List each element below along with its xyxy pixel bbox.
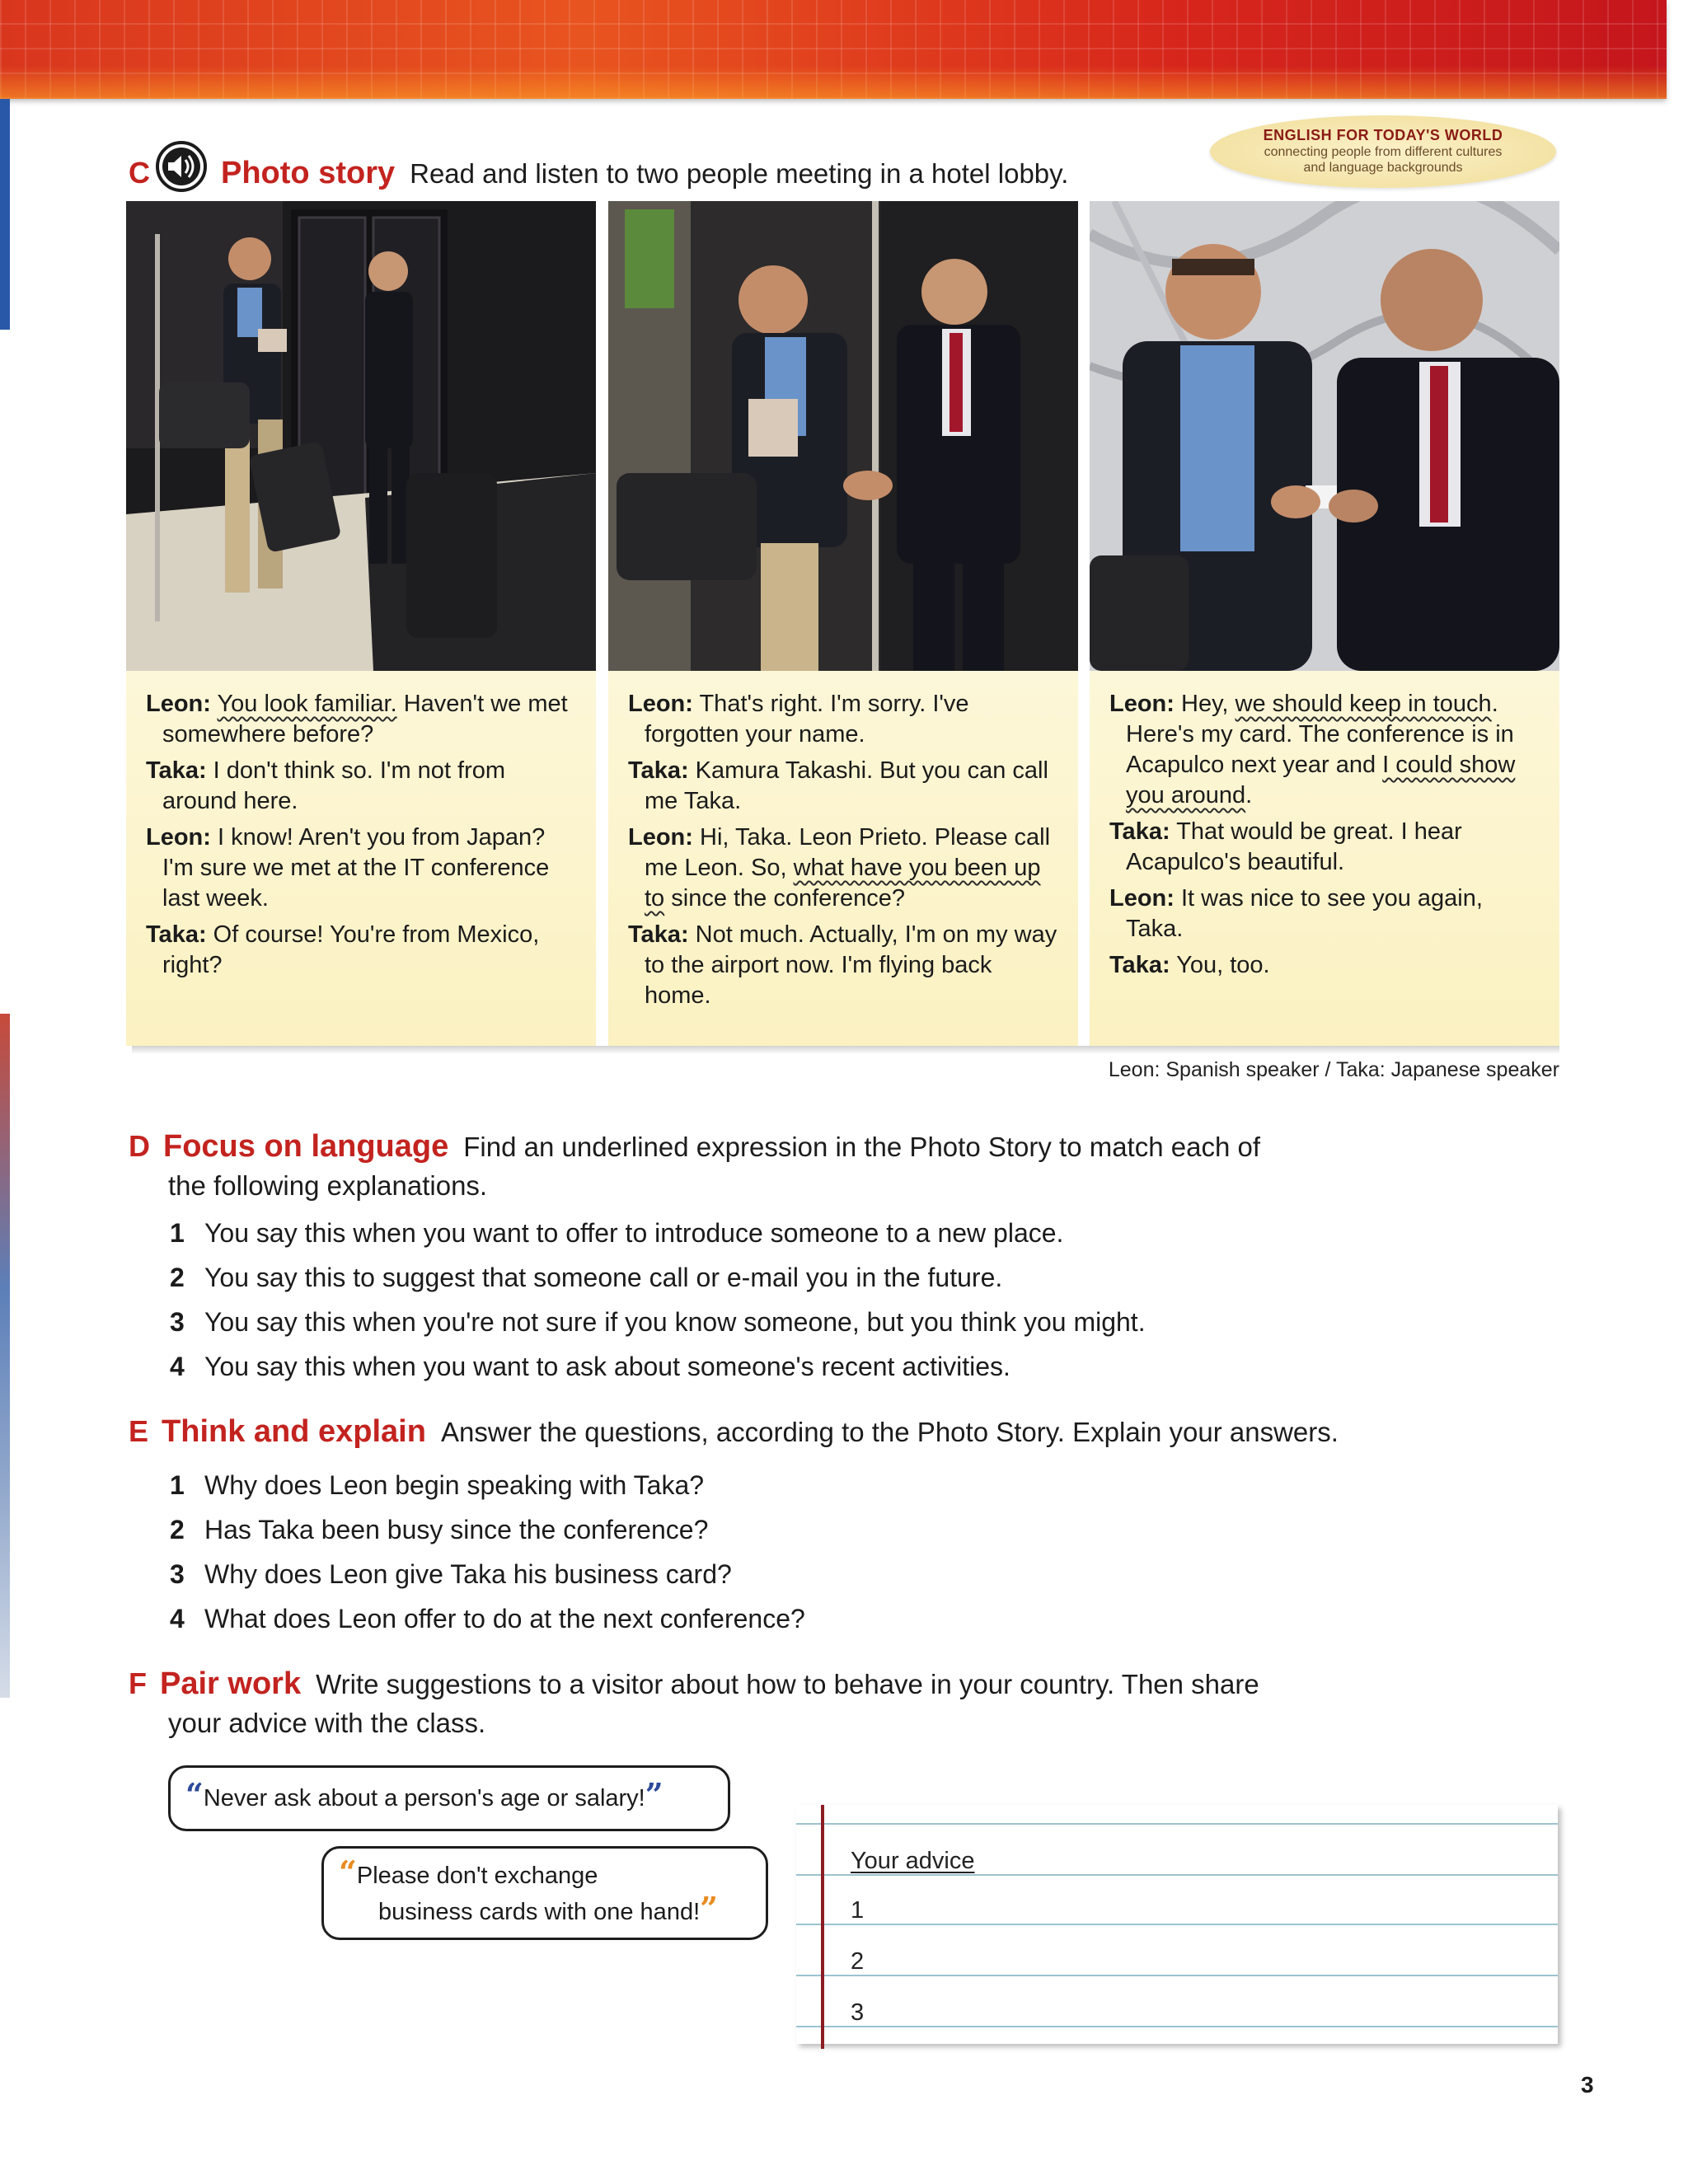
underlined-expression: You look familiar. [217, 691, 397, 717]
item-number: 3 [170, 1559, 185, 1589]
dialog-line [146, 756, 576, 817]
page-number: 3 [1581, 2072, 1594, 2097]
notebook-margin-line [821, 1805, 824, 2049]
list-item [170, 1515, 805, 1559]
dialog-text: Kamura Takashi. But you can call me Taka. [645, 757, 1048, 814]
item-text: You say this when you want to offer to introduce someone to a new place. [204, 1218, 1064, 1248]
item-text: You say this when you want to ask about someone's recent activities. [204, 1352, 1010, 1381]
section-c-header [129, 130, 1068, 191]
section-instruction: Answer the questions, according to the Photo Story. Explain your answers. [440, 1417, 1339, 1447]
bubble-text: Please don't exchange [356, 1863, 598, 1889]
dialog-text: Haven't we met somewhere before? [162, 691, 568, 748]
dialog-text: Of course! You're from Mexico, right? [162, 921, 540, 978]
speaker-name: Taka: [628, 757, 689, 784]
section-instruction: Read and listen to two people meeting in a hotel lobby. [410, 158, 1069, 189]
item-number: 1 [170, 1218, 185, 1248]
open-quote-icon: “ [339, 1854, 357, 1891]
dialog-text: Hey, [1174, 691, 1236, 717]
dialog-line [146, 823, 576, 914]
section-title: Photo story [221, 156, 396, 190]
dialog-line [1109, 883, 1540, 944]
dialog-text: . Here's my card. The conference is in Acapulco next year and [1126, 691, 1514, 778]
item-number: 1 [170, 1470, 185, 1500]
item-text: You say this to suggest that someone call or e-mail you in the future. [204, 1263, 1003, 1292]
dialog-text: . [1245, 782, 1253, 808]
dialog-text: I don't think so. I'm not from around here. [162, 757, 506, 814]
section-e-header [129, 1414, 1339, 1450]
notebook-line-number: 2 [851, 1948, 865, 1975]
item-text: What does Leon offer to do at the next conference? [204, 1604, 805, 1633]
list-item [170, 1604, 805, 1648]
speaker-name: Leon: [146, 691, 211, 717]
speech-bubble-2 [321, 1846, 768, 1940]
speaker-name: Taka: [146, 757, 207, 784]
list-item [170, 1470, 805, 1515]
audio-speaker-icon[interactable] [155, 140, 208, 193]
dialog-text: Not much. Actually, I'm on my way to the airport now. I'm flying back home. [645, 921, 1057, 1009]
notebook-line-number: 1 [851, 1897, 865, 1924]
section-title: Focus on language [163, 1129, 449, 1164]
item-text: Why does Leon give Taka his business card? [204, 1559, 732, 1589]
dialog-text: That would be great. I hear Acapulco's beautiful. [1126, 818, 1462, 875]
underlined-expression: what have you been up to [645, 855, 1041, 912]
think-explain-list [170, 1470, 805, 1648]
speaker-name: Leon: [1109, 885, 1175, 912]
speaker-name: Taka: [628, 921, 689, 948]
speaker-name: Leon: [1109, 691, 1175, 717]
item-number: 3 [170, 1307, 185, 1337]
section-d-header [129, 1129, 1260, 1165]
notebook-rule [796, 1823, 1558, 1825]
item-number: 4 [170, 1604, 185, 1633]
speaker-name: Leon: [146, 824, 211, 851]
speaker-name: Leon: [628, 691, 693, 717]
top-decorative-band [0, 0, 1667, 99]
left-color-strip [0, 99, 10, 330]
section-letter: D [129, 1129, 150, 1163]
list-item [170, 1352, 1146, 1396]
section-letter: E [129, 1414, 149, 1448]
item-text: You say this when you're not sure if you know someone, but you think you might. [204, 1307, 1146, 1337]
badge-line: connecting people from different cultures [1264, 145, 1503, 159]
dialog-text: Hi, Taka. Leon Prieto. Please call me Leon. So, [645, 824, 1051, 881]
dialog-line [146, 689, 576, 750]
section-instruction: Write suggestions to a visitor about how to behave in your country. Then share [316, 1669, 1259, 1699]
underlined-expression: I could show you around [1126, 752, 1516, 808]
list-item [170, 1218, 1146, 1263]
story-photo-2 [608, 201, 1078, 671]
series-badge [1210, 115, 1556, 188]
notebook-line-number: 3 [851, 1999, 865, 2026]
badge-line: and language backgrounds [1303, 161, 1463, 175]
item-number: 2 [170, 1263, 185, 1292]
speaker-name: Taka: [1109, 952, 1170, 978]
list-item [170, 1307, 1146, 1352]
item-text: Has Taka been busy since the conference? [204, 1515, 709, 1544]
dialog-line [628, 756, 1058, 817]
story-dialog-panel-1 [126, 671, 596, 1046]
story-photo-3 [1090, 201, 1559, 671]
dialog-line [146, 920, 576, 981]
speaker-name: Taka: [1109, 818, 1170, 845]
section-title: Pair work [160, 1666, 302, 1701]
story-dialog-panel-2 [608, 671, 1078, 1046]
dialog-line [1109, 689, 1540, 811]
dialog-text: since the conference? [664, 885, 905, 912]
item-text: Why does Leon begin speaking with Taka? [204, 1470, 705, 1500]
dialog-text: It was nice to see you again, Taka. [1126, 885, 1483, 942]
section-f-header [129, 1666, 1259, 1702]
speaker-caption: Leon: Spanish speaker / Taka: Japanese speaker [1108, 1058, 1559, 1081]
dialog-text: You, too. [1170, 952, 1270, 978]
item-number: 2 [170, 1515, 185, 1544]
list-item [170, 1559, 805, 1604]
speech-bubble-1 [168, 1765, 730, 1831]
story-photo-1 [126, 201, 596, 671]
advice-notebook [796, 1805, 1558, 2044]
dialog-line [628, 920, 1058, 1011]
dialog-text: That's right. I'm sorry. I've forgotten your name. [645, 691, 969, 748]
notebook-heading: Your advice [851, 1848, 975, 1874]
speaker-name: Leon: [628, 824, 693, 851]
bubble-text: business cards with one hand! [378, 1899, 701, 1925]
bubble-text: Never ask about a person's age or salary! [203, 1785, 645, 1811]
story-dialog-panel-3 [1090, 671, 1559, 1046]
badge-title: ENGLISH FOR TODAY'S WORLD [1263, 127, 1503, 143]
list-item [170, 1263, 1146, 1307]
notebook-rule [796, 1924, 1558, 1925]
section-title: Think and explain [162, 1414, 426, 1449]
dialog-line [1109, 817, 1540, 878]
close-quote-icon: ” [645, 1776, 663, 1813]
item-number: 4 [170, 1352, 185, 1381]
section-instruction-continued: the following explanations. [168, 1170, 488, 1201]
section-letter: C [129, 156, 150, 190]
dialog-line [1109, 950, 1540, 981]
section-instruction: Find an underlined expression in the Photo Story to match each of [463, 1132, 1260, 1162]
dialog-line [628, 823, 1058, 914]
underlined-expression: we should keep in touch [1235, 691, 1492, 717]
open-quote-icon: “ [185, 1776, 204, 1813]
close-quote-icon: ” [700, 1890, 718, 1927]
section-letter: F [129, 1666, 147, 1700]
dialog-text: I know! Aren't you from Japan? I'm sure we met at the IT conference last week. [162, 824, 550, 912]
notebook-rule [796, 2026, 1558, 2027]
left-color-strip-lower [0, 1014, 10, 1698]
notebook-rule [796, 1975, 1558, 1976]
dialog-line [628, 689, 1058, 750]
story-shadow [132, 1046, 1559, 1054]
section-instruction-continued: your advice with the class. [168, 1708, 486, 1738]
speaker-name: Taka: [146, 921, 207, 948]
focus-language-list [170, 1218, 1146, 1396]
